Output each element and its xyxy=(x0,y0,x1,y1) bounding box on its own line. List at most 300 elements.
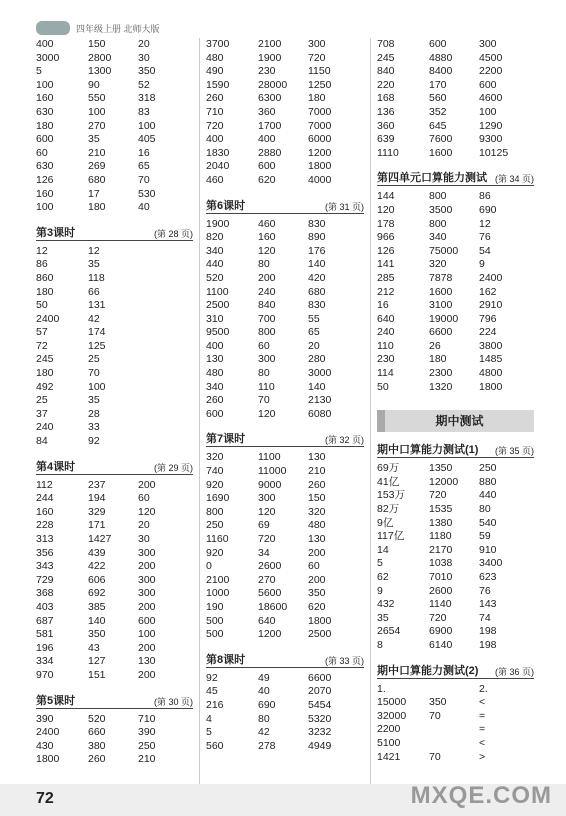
answer-cell: 8400 xyxy=(429,65,453,78)
answer-row xyxy=(206,65,364,79)
section-header: 期中口算能力测试(1) (第 35 页) xyxy=(377,440,534,458)
answer-cell: 0 xyxy=(206,560,212,573)
answer-row xyxy=(36,574,193,588)
answer-cell: 1350 xyxy=(429,462,453,475)
answer-cell: 160 xyxy=(258,231,276,244)
answer-cell: 2070 xyxy=(308,685,332,698)
answer-cell: 432 xyxy=(377,598,395,611)
answer-row xyxy=(206,313,364,327)
answer-cell: 33 xyxy=(88,421,100,434)
answer-cell: 200 xyxy=(138,641,156,654)
answer-cell: 40 xyxy=(138,201,150,214)
answer-cell: 70 xyxy=(258,394,270,407)
answer-cell: 160 xyxy=(36,92,54,105)
section-header: 第3课时 (第 28 页) xyxy=(36,223,193,241)
answer-cell: 12 xyxy=(88,244,100,257)
answer-row xyxy=(377,204,534,218)
answer-cell: 2130 xyxy=(308,394,332,407)
answer-cell: 143 xyxy=(479,598,497,611)
answer-row xyxy=(36,120,193,134)
answer-cell: 300 xyxy=(138,573,156,586)
answer-row xyxy=(377,190,534,204)
answer-cell: 440 xyxy=(479,489,497,502)
answer-row xyxy=(36,326,193,340)
answer-row xyxy=(206,353,364,367)
answer-cell: 131 xyxy=(88,299,106,312)
column-divider xyxy=(370,38,371,786)
answer-row xyxy=(377,723,534,737)
answer-row xyxy=(206,133,364,147)
answer-cell: 70 xyxy=(88,367,100,380)
answer-cell: 8 xyxy=(377,638,383,651)
answer-cell: 729 xyxy=(36,573,54,586)
answer-row xyxy=(206,326,364,340)
answer-cell: 1380 xyxy=(429,516,453,529)
answer-cell: 100 xyxy=(88,105,106,118)
answer-cell: 300 xyxy=(308,38,326,50)
answer-cell: 385 xyxy=(88,600,106,613)
answer-cell: 1421 xyxy=(377,750,401,763)
answer-cell: 114 xyxy=(377,367,394,380)
column-2 xyxy=(206,38,364,753)
answer-row xyxy=(206,740,364,754)
answer-cell: 20 xyxy=(138,38,150,50)
answer-cell: 830 xyxy=(308,217,326,230)
answer-cell: 151 xyxy=(88,668,106,681)
answer-cell: 62 xyxy=(377,571,389,583)
answer-cell: 1800 xyxy=(36,753,60,766)
answer-cell: 16 xyxy=(138,146,150,159)
answer-cell: 200 xyxy=(138,668,156,681)
answer-row xyxy=(36,188,193,202)
answer-cell: 65 xyxy=(308,326,320,339)
answer-cell: 7000 xyxy=(308,119,332,132)
answer-cell: 1100 xyxy=(206,285,229,298)
answer-cell: 141 xyxy=(377,258,395,271)
answer-row xyxy=(206,79,364,93)
answer-cell: 136 xyxy=(377,105,395,118)
answer-cell: 400 xyxy=(36,38,54,50)
answer-cell: 120 xyxy=(258,505,276,518)
answer-row xyxy=(377,544,534,558)
answer-cell: 620 xyxy=(308,600,326,613)
answer-cell: 200 xyxy=(138,560,156,573)
answer-row xyxy=(377,710,534,724)
answer-cell: 180 xyxy=(429,353,447,366)
section-header: 第6课时 (第 31 页) xyxy=(206,196,364,214)
answer-cell: 230 xyxy=(377,353,395,366)
column-1 xyxy=(36,38,193,767)
answer-cell: 110 xyxy=(258,380,275,393)
answer-cell: 1830 xyxy=(206,146,230,159)
answer-cell: 10125 xyxy=(479,146,509,159)
answer-cell: 540 xyxy=(479,516,497,529)
answer-cell: 5600 xyxy=(258,587,282,600)
answer-cell: 440 xyxy=(206,258,224,271)
answer-row xyxy=(36,479,193,493)
answer-cell: 400 xyxy=(206,339,224,352)
answer-row xyxy=(206,465,364,479)
logo-icon xyxy=(36,21,70,35)
answer-row xyxy=(377,696,534,710)
answer-cell: 1160 xyxy=(206,533,229,545)
answer-cell: 80 xyxy=(258,258,270,271)
answer-cell: 54 xyxy=(479,244,491,257)
answer-cell: 422 xyxy=(88,560,106,573)
answer-cell: 2500 xyxy=(206,299,230,312)
answer-cell: 19000 xyxy=(429,312,459,325)
answer-cell: 4 xyxy=(206,712,212,725)
answer-cell: 4000 xyxy=(308,173,332,186)
answer-row xyxy=(206,218,364,232)
answer-cell: 200 xyxy=(138,478,156,491)
header xyxy=(36,20,160,36)
answer-cell: 530 xyxy=(138,187,156,200)
answer-cell: 460 xyxy=(258,217,276,230)
answer-cell: 970 xyxy=(36,668,54,681)
answer-cell: 1140 xyxy=(429,598,452,611)
answer-cell: 490 xyxy=(206,65,224,78)
answer-cell: 1000 xyxy=(206,587,230,600)
answer-cell: 70 xyxy=(138,173,150,186)
answer-cell: 50 xyxy=(377,380,389,393)
answer-cell: 5100 xyxy=(377,736,401,749)
answer-row xyxy=(36,394,193,408)
answer-cell: 200 xyxy=(308,546,326,559)
answer-row xyxy=(206,92,364,106)
answer-row xyxy=(377,612,534,626)
answer-row xyxy=(206,533,364,547)
answer-rows xyxy=(36,38,193,215)
header-text: 四年级上册 北师大版 xyxy=(76,23,160,34)
answer-cell: 350 xyxy=(308,587,326,600)
answer-cell: 100 xyxy=(36,78,54,91)
answer-cell: 130 xyxy=(206,353,224,366)
answer-cell: 5320 xyxy=(308,712,332,725)
answer-cell: 75000 xyxy=(429,244,459,257)
answer-cell: 3500 xyxy=(429,203,453,216)
answer-cell: 150 xyxy=(88,38,106,50)
answer-cell: 1690 xyxy=(206,492,230,505)
answer-row xyxy=(206,713,364,727)
answer-cell: 606 xyxy=(88,573,106,586)
answer-cell: 5 xyxy=(377,557,383,570)
answer-cell: 70 xyxy=(429,709,441,722)
answer-cell: 9 xyxy=(377,584,383,597)
answer-cell: 439 xyxy=(88,546,106,559)
answer-cell: 144 xyxy=(377,190,395,203)
answer-row xyxy=(377,286,534,300)
answer-cell: 245 xyxy=(377,51,395,64)
answer-row xyxy=(36,65,193,79)
answer-cell: 9500 xyxy=(206,326,230,339)
answer-row xyxy=(377,557,534,571)
answer-cell: 600 xyxy=(138,614,156,627)
answer-cell: 14 xyxy=(377,543,389,556)
answer-row xyxy=(206,699,364,713)
answer-row xyxy=(36,133,193,147)
answer-row xyxy=(377,245,534,259)
answer-row xyxy=(206,381,364,395)
answer-cell: 2040 xyxy=(206,160,230,173)
answer-cell: 6300 xyxy=(258,92,282,105)
answer-cell: 360 xyxy=(377,119,395,132)
answer-cell: 120 xyxy=(258,244,276,257)
answer-cell: 76 xyxy=(479,231,491,244)
answer-cell: 52 xyxy=(138,78,150,91)
answer-cell: 2170 xyxy=(429,543,453,556)
answer-cell: 198 xyxy=(479,638,497,651)
answer-row xyxy=(206,231,364,245)
answer-row xyxy=(377,133,534,147)
answer-cell: 740 xyxy=(206,465,224,478)
answer-cell: 60 xyxy=(258,339,270,352)
answer-cell: 125 xyxy=(88,339,106,352)
answer-row xyxy=(206,601,364,615)
answer-cell: 285 xyxy=(377,271,395,284)
answer-row xyxy=(36,615,193,629)
answer-cell: 600 xyxy=(429,38,447,50)
answer-cell: 82万 xyxy=(377,503,400,516)
answer-row xyxy=(36,655,193,669)
answer-rows xyxy=(377,190,534,394)
answer-row xyxy=(206,258,364,272)
answer-cell: 190 xyxy=(206,600,224,613)
answer-cell: 800 xyxy=(258,326,276,339)
answer-cell: 12 xyxy=(479,217,491,230)
answer-cell: 237 xyxy=(88,478,106,491)
answer-cell: 18600 xyxy=(258,600,288,613)
answer-cell: 1600 xyxy=(429,285,453,298)
answer-row xyxy=(36,726,193,740)
answer-cell: 640 xyxy=(377,312,395,325)
answer-cell: 150 xyxy=(308,492,326,505)
answer-cell: 340 xyxy=(206,380,224,393)
answer-cell: 200 xyxy=(138,600,156,613)
answer-rows xyxy=(206,672,364,754)
answer-cell: 405 xyxy=(138,133,156,146)
answer-cell: 1150 xyxy=(308,65,331,78)
answer-cell: 343 xyxy=(36,560,54,573)
answer-cell: 690 xyxy=(258,698,276,711)
answer-row xyxy=(36,353,193,367)
answer-cell: 1100 xyxy=(258,451,281,464)
answer-cell: 320 xyxy=(308,505,326,518)
answer-cell: 480 xyxy=(206,51,224,64)
answer-cell: 240 xyxy=(377,326,395,339)
section-header: 第7课时 (第 32 页) xyxy=(206,429,364,447)
answer-row xyxy=(36,272,193,286)
answer-row xyxy=(206,245,364,259)
answer-row xyxy=(36,79,193,93)
answer-cell: 9亿 xyxy=(377,516,394,529)
answer-cell: 520 xyxy=(88,712,106,725)
answer-cell: 390 xyxy=(138,726,156,739)
answer-cell: 340 xyxy=(429,231,447,244)
answer-cell: 310 xyxy=(206,312,224,325)
answer-row xyxy=(206,587,364,601)
answer-cell: 20 xyxy=(308,339,320,352)
answer-row xyxy=(206,106,364,120)
answer-cell: 130 xyxy=(308,451,326,464)
answer-cell: 720 xyxy=(308,51,326,64)
answer-cell: 710 xyxy=(206,105,224,118)
answer-cell: 3100 xyxy=(429,299,453,312)
answer-cell: 100 xyxy=(138,628,156,641)
answer-cell: 180 xyxy=(36,285,54,298)
answer-row xyxy=(377,120,534,134)
answer-cell: 6140 xyxy=(429,638,453,651)
answer-cell: 25 xyxy=(88,353,100,366)
answer-cell: 112 xyxy=(36,478,53,491)
answer-row xyxy=(36,245,193,259)
answer-row xyxy=(206,286,364,300)
answer-cell: 800 xyxy=(206,505,224,518)
answer-cell: 560 xyxy=(206,739,224,752)
answer-row xyxy=(377,639,534,653)
answer-cell: 630 xyxy=(36,160,54,173)
answer-cell: 2100 xyxy=(206,573,230,586)
answer-cell: 212 xyxy=(377,285,395,298)
answer-cell: 6000 xyxy=(308,133,332,146)
section-banner: 期中测试 xyxy=(377,410,534,432)
answer-cell: 210 xyxy=(88,146,106,159)
answer-cell: 2880 xyxy=(258,146,282,159)
answer-cell: 380 xyxy=(88,739,106,752)
answer-cell: 126 xyxy=(36,173,54,186)
answer-cell: 60 xyxy=(138,492,150,505)
answer-cell: 720 xyxy=(258,533,276,545)
answer-cell: 1110 xyxy=(377,146,399,159)
answer-cell: 1900 xyxy=(206,217,230,230)
answer-row xyxy=(377,106,534,120)
answer-cell: 840 xyxy=(258,299,276,312)
answer-row xyxy=(377,476,534,490)
answer-row xyxy=(206,408,364,422)
answer-cell: 15000 xyxy=(377,696,407,709)
answer-cell: 1200 xyxy=(258,628,282,641)
answer-cell: 170 xyxy=(429,78,447,91)
answer-cell: 86 xyxy=(36,258,48,271)
answer-cell: 90 xyxy=(88,78,100,91)
answer-cell: 708 xyxy=(377,38,395,50)
answer-cell: 620 xyxy=(258,173,276,186)
answer-row xyxy=(36,435,193,449)
answer-cell: 200 xyxy=(258,271,276,284)
answer-cell: 69万 xyxy=(377,462,400,475)
answer-cell: 60 xyxy=(36,146,48,159)
answer-cell: 1800 xyxy=(479,380,503,393)
answer-cell: 645 xyxy=(429,119,447,132)
answer-row xyxy=(377,489,534,503)
answer-row xyxy=(377,299,534,313)
answer-cell: 7600 xyxy=(429,133,453,146)
answer-row xyxy=(206,451,364,465)
answer-row xyxy=(377,571,534,585)
answer-row xyxy=(36,492,193,506)
answer-cell: 430 xyxy=(36,739,54,752)
answer-cell: 196 xyxy=(36,641,54,654)
answer-cell: 692 xyxy=(88,587,106,600)
answer-row xyxy=(206,560,364,574)
answer-row xyxy=(36,38,193,52)
answer-cell: 966 xyxy=(377,231,395,244)
answer-cell: 340 xyxy=(206,244,224,257)
answer-cell: 520 xyxy=(206,271,224,284)
answer-cell: 194 xyxy=(88,492,106,505)
answer-cell: 28 xyxy=(88,407,100,420)
answer-cell: 700 xyxy=(258,312,276,325)
answer-cell: 80 xyxy=(258,712,270,725)
answer-row xyxy=(206,506,364,520)
answer-row xyxy=(36,313,193,327)
answer-cell: 153万 xyxy=(377,489,406,502)
answer-cell: 920 xyxy=(206,478,224,491)
answer-cell: 250 xyxy=(206,519,224,532)
answer-cell: 7010 xyxy=(429,571,453,583)
answer-cell: 174 xyxy=(88,326,106,339)
answer-cell: 28000 xyxy=(258,78,288,91)
answer-row xyxy=(377,353,534,367)
answer-cell: 260 xyxy=(206,394,224,407)
answer-cell: 240 xyxy=(36,421,54,434)
section-header: 第8课时 (第 33 页) xyxy=(206,650,364,668)
answer-cell: 270 xyxy=(258,573,276,586)
answer-cell: 390 xyxy=(36,712,54,725)
answer-cell: 198 xyxy=(479,625,497,638)
answer-cell: 92 xyxy=(88,435,100,448)
answer-cell: 500 xyxy=(206,614,224,627)
answer-cell: 66 xyxy=(88,285,100,298)
answer-cell: 35 xyxy=(377,611,389,624)
answer-cell: 2654 xyxy=(377,625,401,638)
answer-cell: 228 xyxy=(36,519,54,532)
answer-row xyxy=(377,340,534,354)
answer-cell: 59 xyxy=(479,530,491,543)
answer-cell: 639 xyxy=(377,133,395,146)
answer-row xyxy=(377,326,534,340)
answer-cell: 680 xyxy=(308,285,326,298)
answer-cell: 278 xyxy=(258,739,276,752)
answer-cell: 300 xyxy=(138,587,156,600)
answer-row xyxy=(206,547,364,561)
answer-cell: 160 xyxy=(36,505,54,518)
answer-cell: 65 xyxy=(138,160,150,173)
answer-cell: 840 xyxy=(377,65,395,78)
answer-rows xyxy=(36,713,193,767)
answer-cell: 42 xyxy=(258,726,270,739)
answer-cell: 480 xyxy=(206,367,224,380)
answer-cell: 800 xyxy=(429,190,447,203)
answer-row xyxy=(206,272,364,286)
answer-cell: 127 xyxy=(88,655,106,668)
answer-row xyxy=(36,147,193,161)
answer-row xyxy=(377,751,534,765)
answer-row xyxy=(36,286,193,300)
answer-cell: 720 xyxy=(429,489,447,502)
answer-cell: 244 xyxy=(36,492,54,505)
answer-cell: 130 xyxy=(138,655,156,668)
answer-cell: 6900 xyxy=(429,625,453,638)
answer-cell: 168 xyxy=(377,92,395,105)
answer-cell: 880 xyxy=(479,475,497,488)
answer-row xyxy=(36,669,193,683)
answer-cell: 300 xyxy=(479,38,497,50)
answer-cell: 3000 xyxy=(308,367,332,380)
answer-cell: 49 xyxy=(258,671,270,684)
answer-row xyxy=(206,628,364,642)
answer-cell: 70 xyxy=(429,750,441,763)
